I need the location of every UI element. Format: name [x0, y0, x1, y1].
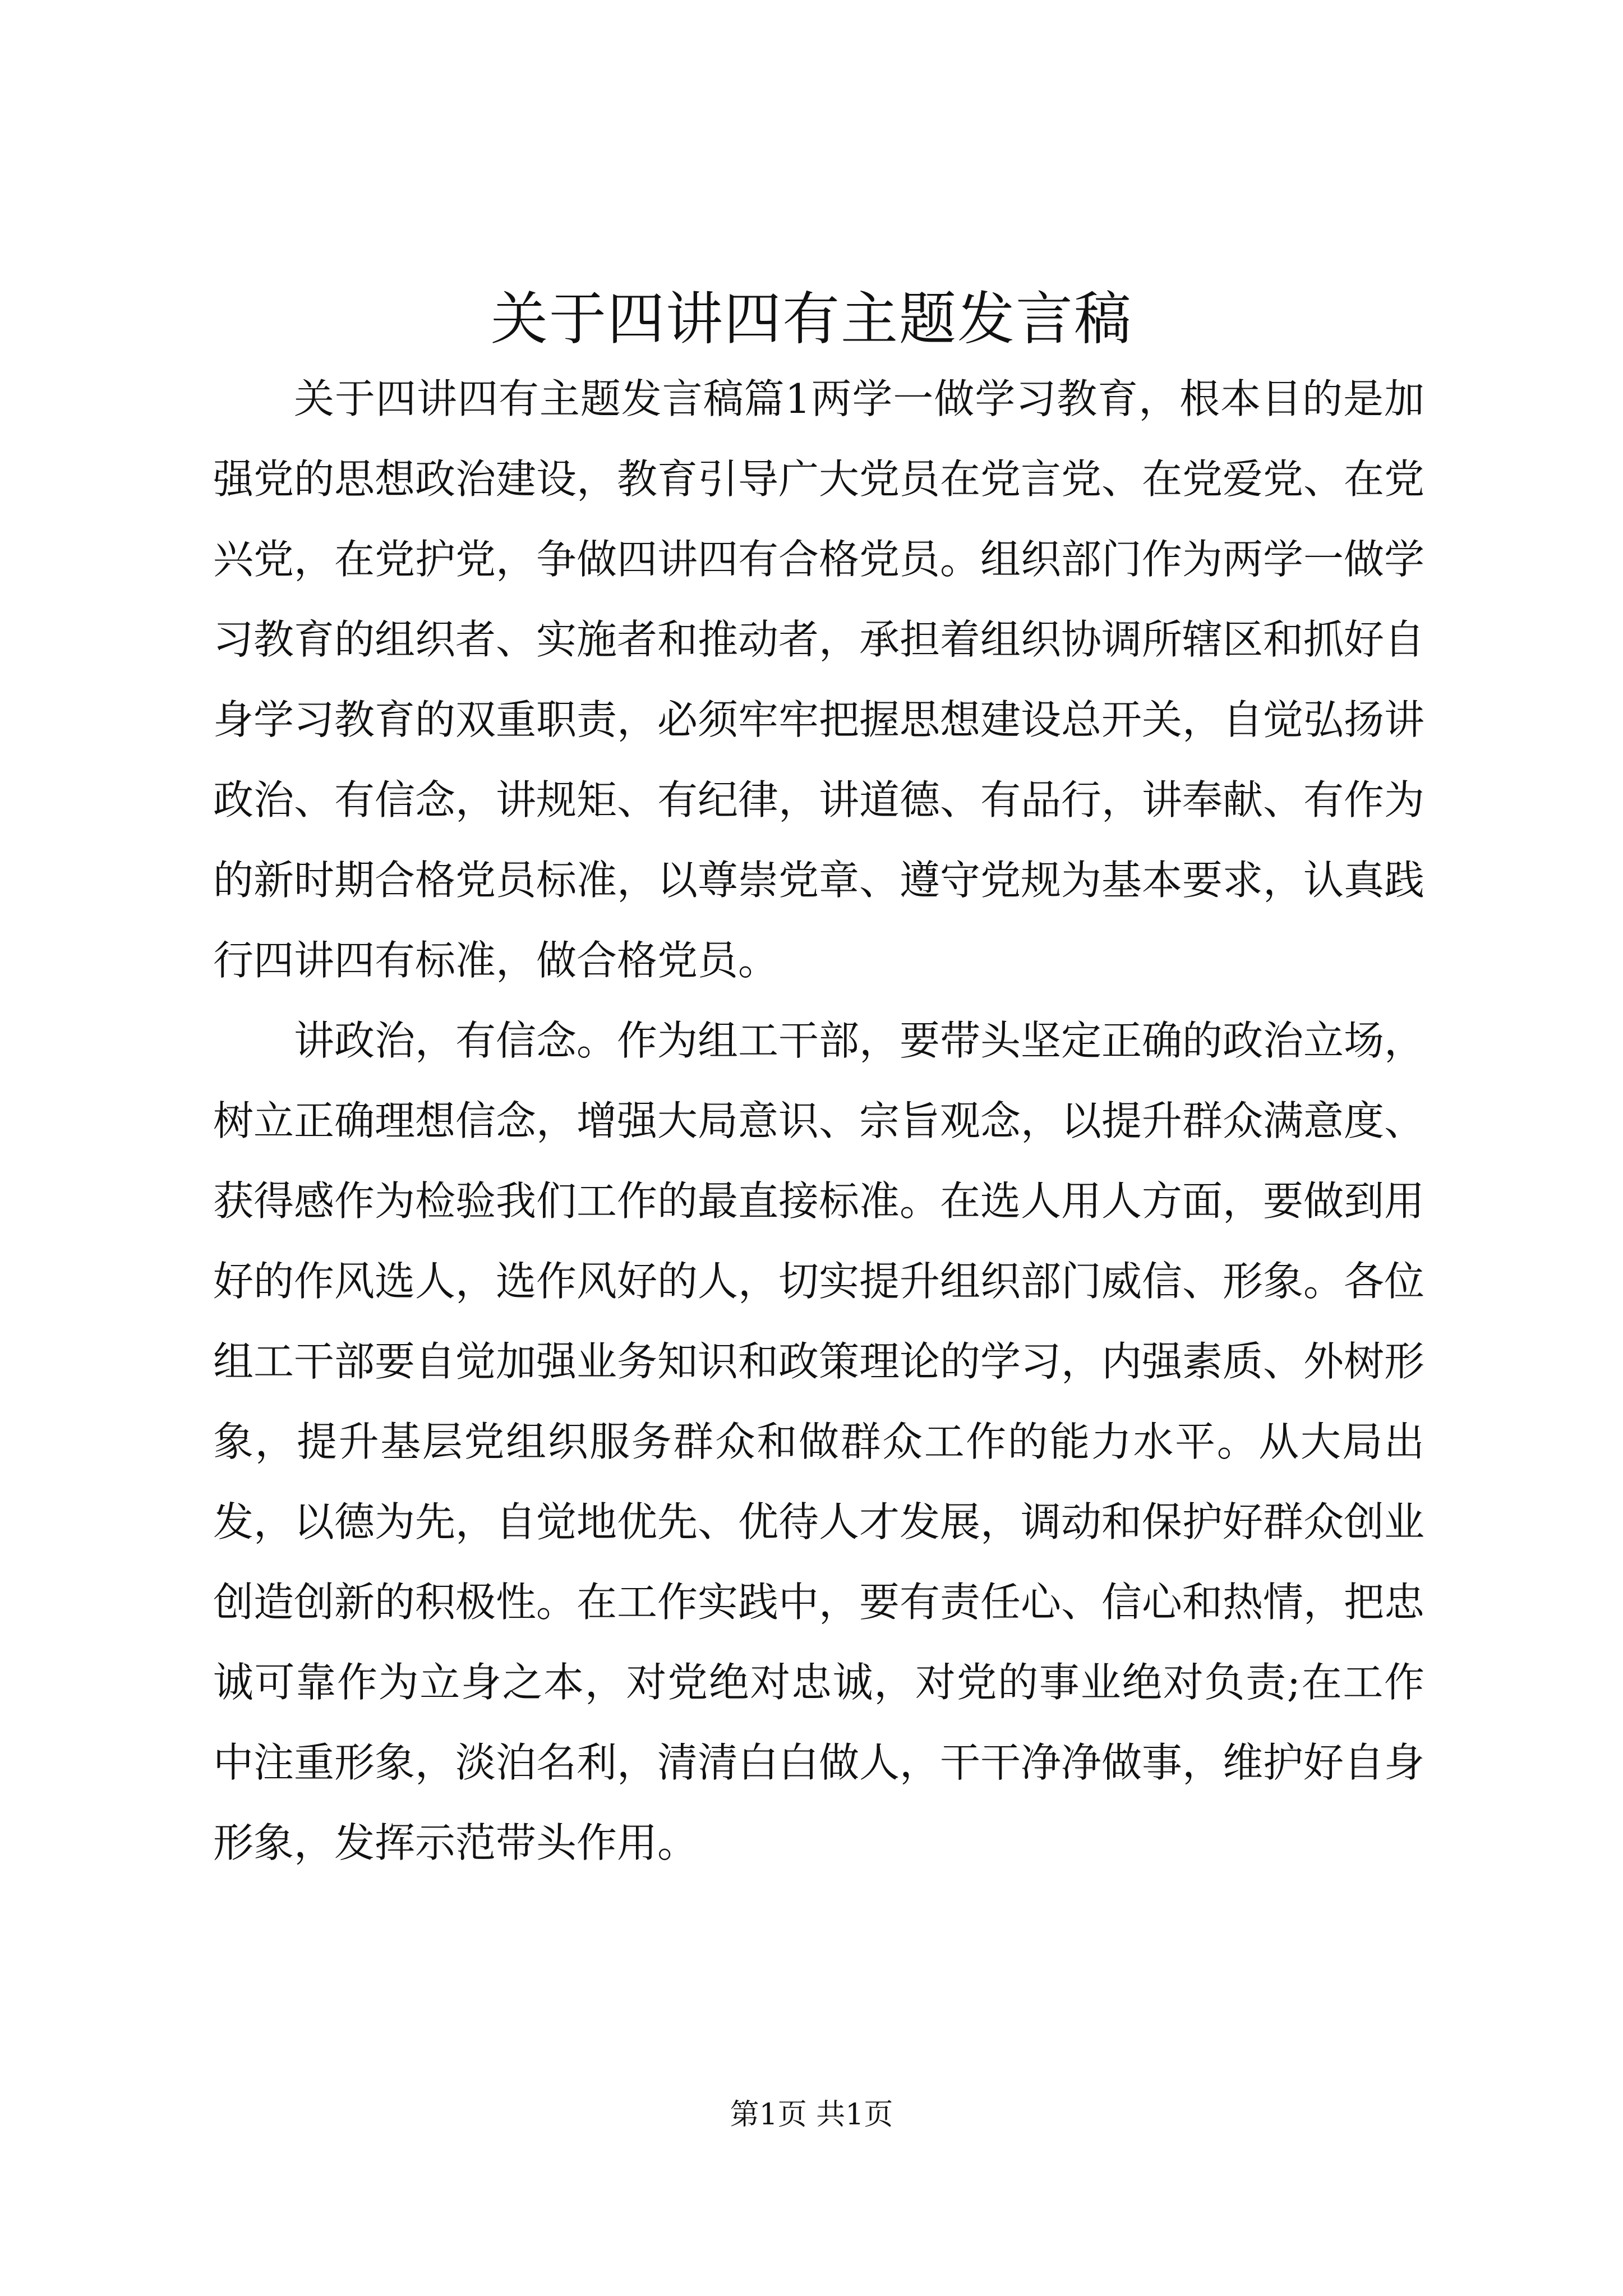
document-body: [213, 359, 1424, 1883]
document-title: 关于四讲四有主题发言稿: [491, 286, 1132, 353]
paragraph-2: 讲政治，有信念。作为组工干部，要带头坚定正确的政治立场，树立正确理想信念，增强大局意识、宗旨观念，以提升群众满意度、获得感作为检验我们工作的最直接标准。在选人用人方面，要做到用好的作风选人，选作风好的人，切实提升组织部门威信、形象。各位组工干部要自觉加强业务知识和政策理论的学习，内强素质、外树形象，提升基层党组织服务群众和做群众工作的能力水平。从大局出发，以德为先，自觉地优先、优待人才发展，调动和保护好群众创业创造创新的积极性。在工作实践中，要有责任心、信心和热情，把忠诚可靠作为立身之本，对党绝对忠诚，对党的事业绝对负责;在工作中注重形象，淡泊名利，清清白白做人，干干净净做事，维护好自身形象，发挥示范带头作用。: [213, 1017, 1425, 1866]
paragraph-1: 关于四讲四有主题发言稿篇1两学一做学习教育，根本目的是加强党的思想政治建设，教育引导广大党员在党言党、在党爱党、在党兴党，在党护党，争做四讲四有合格党员。组织部门作为两学一做学习教育的组织者、实施者和推动者，承担着组织协调所辖区和抓好自身学习教育的双重职责，必须牢牢把握思想建设总开关，自觉弘扬讲政治、有信念，讲规矩、有纪律，讲道德、有品行，讲奉献、有作为的新时期合格党员标准，以尊崇党章、遵守党规为基本要求，认真践行四讲四有标准，做合格党员。: [213, 375, 1425, 984]
page-number-footer: 第1页 共1页: [730, 2098, 893, 2132]
